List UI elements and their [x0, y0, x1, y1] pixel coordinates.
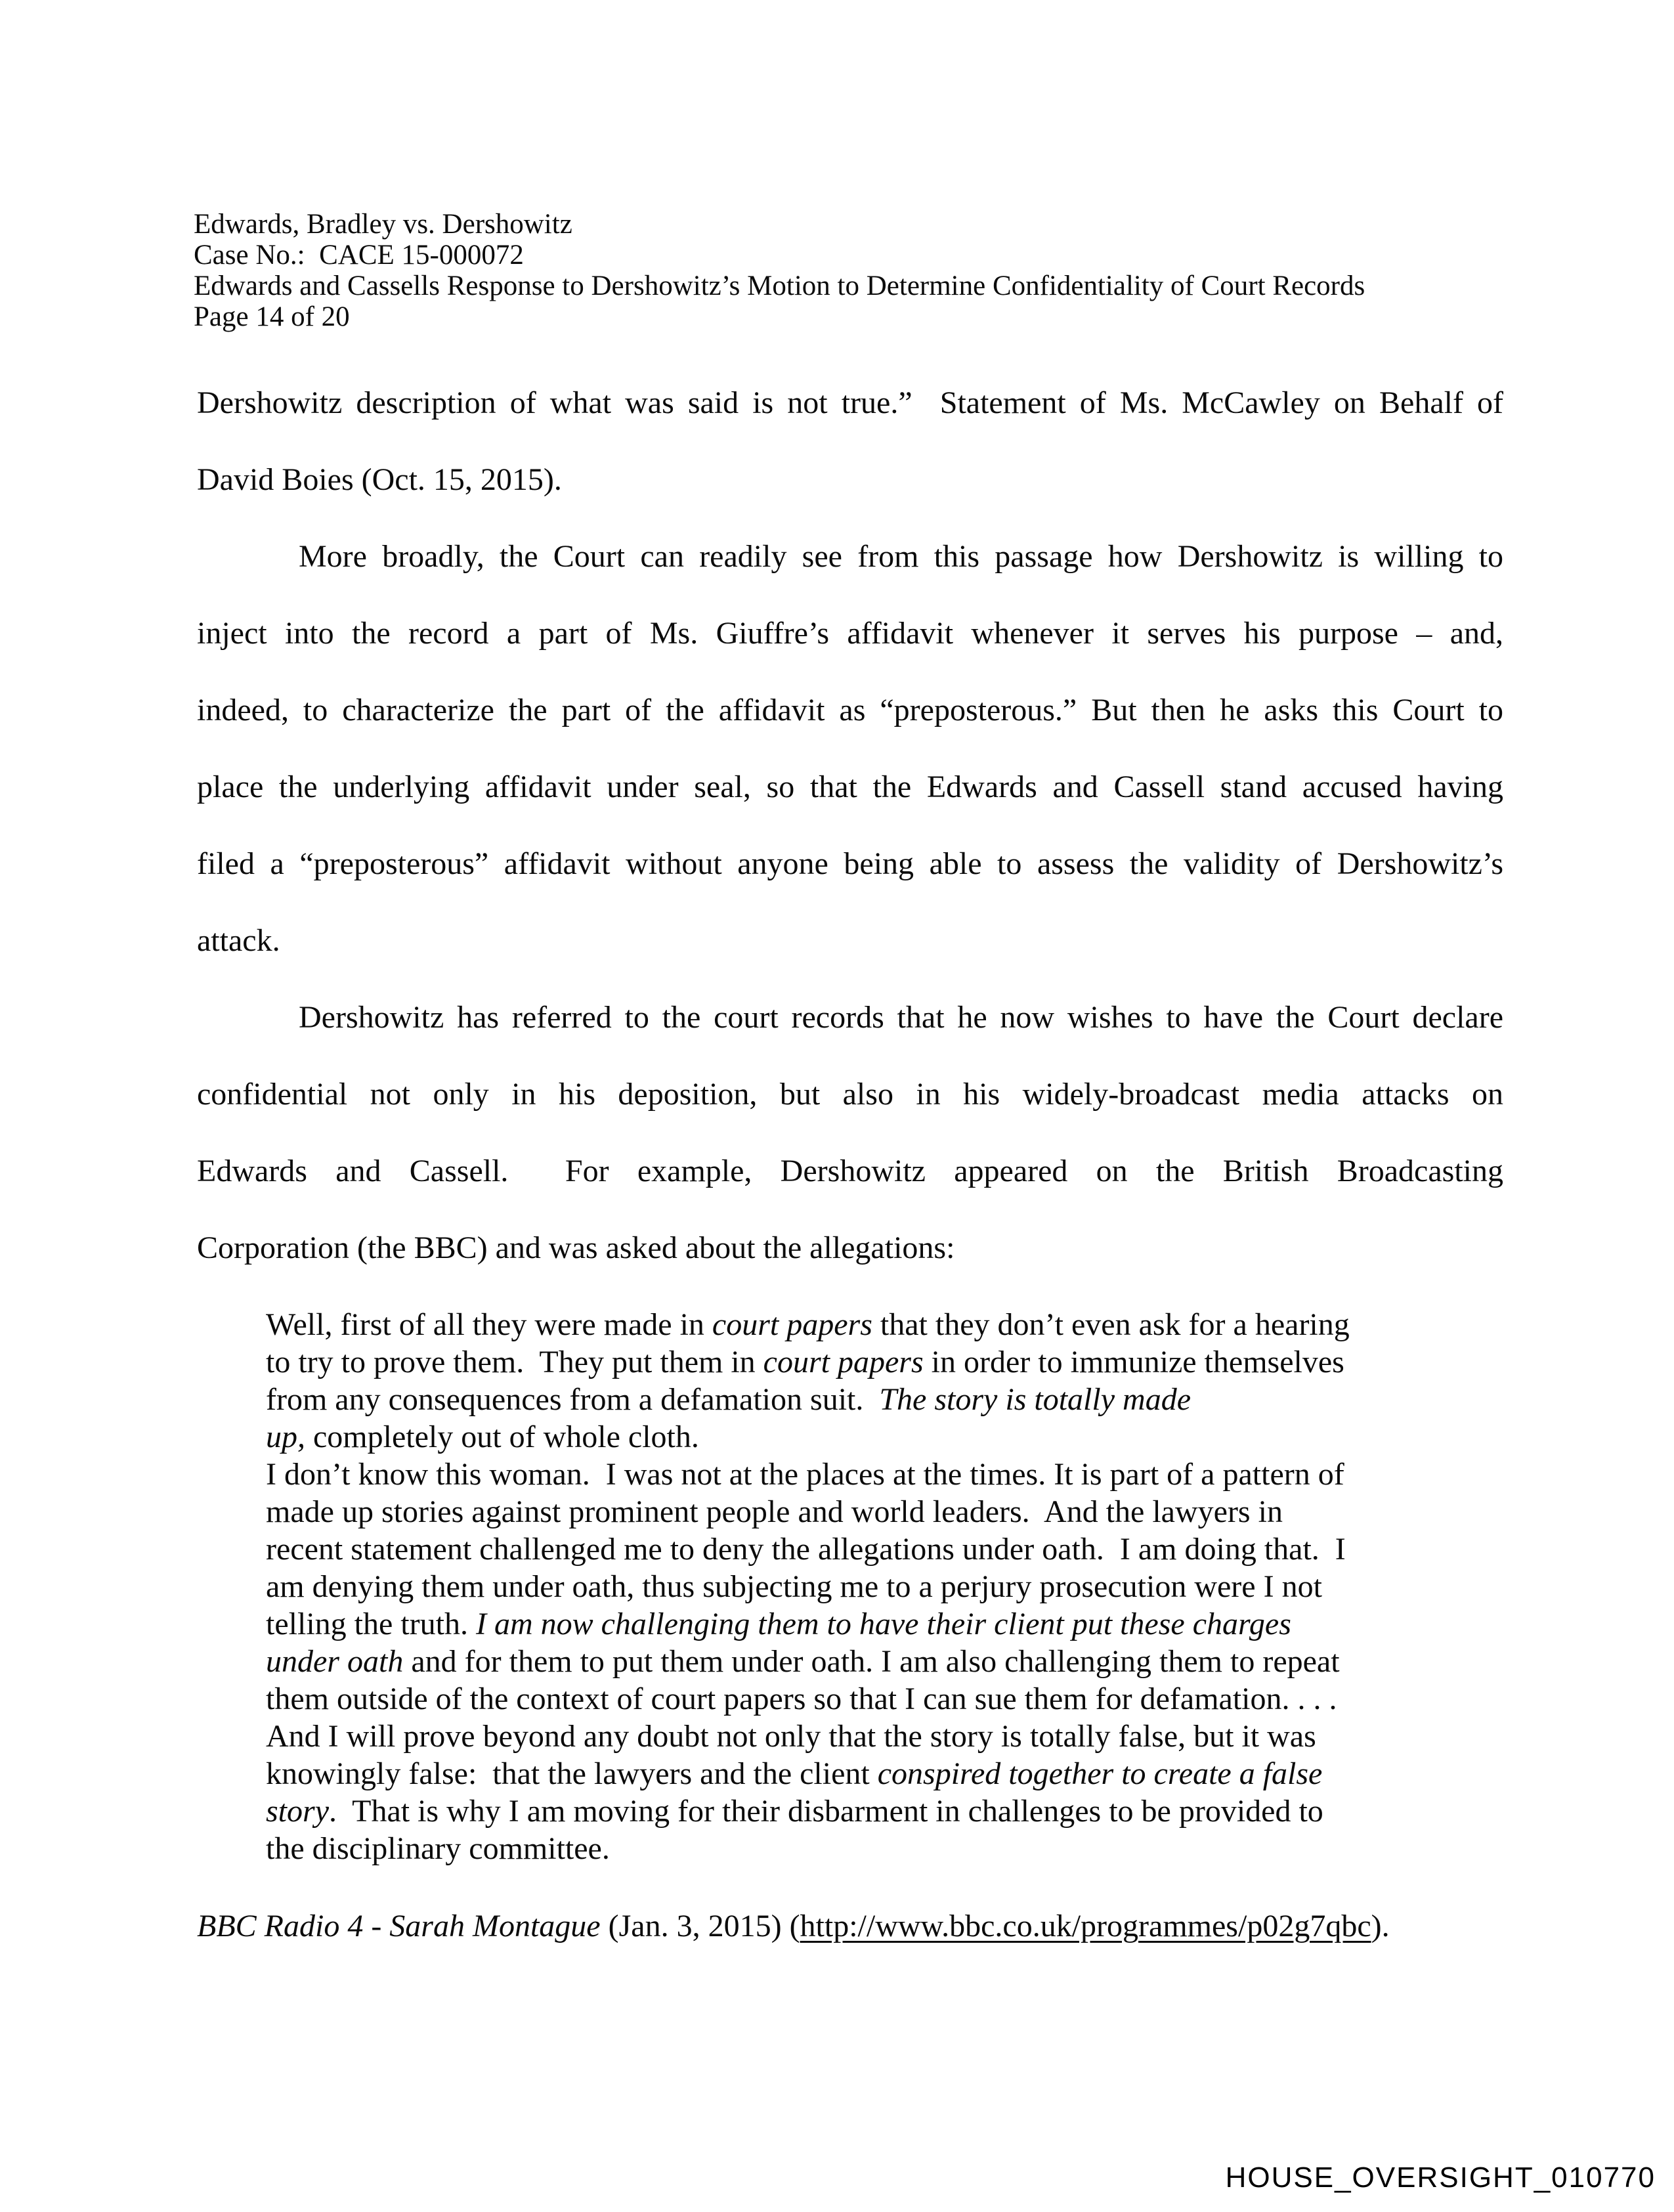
text-segment: filed a “preposterous” affidavit without anyone being able to assess the validity of Dershowitz’s: [197, 846, 1503, 881]
text-line: [266, 1792, 1464, 1830]
text-segment: Corporation (the BBC) and was asked about the allegations:: [197, 1230, 955, 1265]
text-line: [266, 1755, 1464, 1792]
text-line: [197, 1890, 1503, 1963]
text-segment: them outside of the context of court papers so that I can sue them for defamation. . . .: [266, 1681, 1337, 1716]
citation-url: http://www.bbc.co.uk/programmes/p02g7qbc: [800, 1909, 1371, 1943]
text-line: [266, 1306, 1464, 1343]
text-line: [197, 902, 1503, 979]
text-line: [197, 1209, 1503, 1286]
text-segment: recent statement challenged me to deny the allegations under oath. I am doing that. I: [266, 1532, 1346, 1567]
media-attacks-paragraph: [197, 979, 1503, 1286]
text-segment: Well, first of all they were made in: [266, 1307, 712, 1342]
text-line: [266, 1718, 1464, 1755]
text-segment: from any consequences from a defamation suit.: [266, 1382, 880, 1417]
text-line: [266, 1493, 1464, 1530]
header-line: Case No.: CACE 15-000072: [194, 240, 524, 271]
text-line: [197, 364, 1503, 441]
text-segment: Dershowitz has referred to the court records that he now wishes to have the Court declare: [299, 1000, 1503, 1035]
header-line: Edwards, Bradley vs. Dershowitz: [194, 209, 572, 240]
text-segment: I am now challenging them to have their client put these charges: [475, 1607, 1291, 1641]
text-segment: conspired together to create a false: [877, 1756, 1323, 1791]
text-segment: in order to immunize themselves: [923, 1345, 1344, 1379]
text-segment: telling the truth.: [266, 1607, 476, 1641]
argument-paragraph: [197, 518, 1503, 979]
text-segment: the disciplinary committee.: [266, 1831, 610, 1866]
text-segment: inject into the record a part of Ms. Giuffre’s affidavit whenever it serves his purpose – and,: [197, 616, 1503, 651]
text-segment: attack.: [197, 923, 280, 958]
text-line: [197, 1133, 1503, 1209]
text-segment: up,: [266, 1420, 305, 1454]
text-line: [197, 441, 1503, 518]
text-line: [197, 748, 1503, 825]
continuation-paragraph: [197, 364, 1503, 518]
text-line: [197, 1056, 1503, 1133]
text-segment: to try to prove them. They put them in: [266, 1345, 763, 1379]
header-line: Page 14 of 20: [194, 301, 350, 332]
text-line: [197, 518, 1503, 595]
text-segment: under oath: [266, 1644, 404, 1679]
text-segment: court papers: [763, 1345, 924, 1379]
text-line: [266, 1680, 1464, 1718]
header-line: Edwards and Cassells Response to Dershowitz’s Motion to Determine Confidentiality of Court Records: [194, 271, 1365, 301]
bbc-quote: [266, 1306, 1464, 1867]
text-segment: I don’t know this woman. I was not at the places at the times. It is part of a pattern of: [266, 1457, 1344, 1492]
bbc-citation: [197, 1890, 1503, 1963]
text-segment: (Jan. 3, 2015) (: [600, 1909, 800, 1943]
text-line: [266, 1530, 1464, 1568]
text-segment: place the underlying affidavit under seal, so that the Edwards and Cassell stand accused having: [197, 770, 1503, 804]
text-segment: and for them to put them under oath. I am also challenging them to repeat: [403, 1644, 1340, 1679]
text-segment: court papers: [712, 1307, 872, 1342]
text-line: [197, 979, 1503, 1056]
text-segment: indeed, to characterize the part of the affidavit as “preposterous.” But then he asks this Court to: [197, 693, 1503, 727]
text-segment: The story is totally made: [879, 1382, 1191, 1417]
text-segment: . That is why I am moving for their disbarment in challenges to be provided to: [329, 1794, 1323, 1829]
text-segment: ).: [1371, 1909, 1390, 1943]
text-line: [197, 825, 1503, 902]
document-body: [197, 364, 1503, 1963]
text-line: [197, 672, 1503, 748]
text-line: [266, 1418, 1464, 1456]
case-header: [194, 209, 1572, 332]
text-line: [266, 1456, 1464, 1493]
text-segment: And I will prove beyond any doubt not only that the story is totally false, but it was: [266, 1719, 1316, 1754]
text-segment: knowingly false: that the lawyers and the client: [266, 1756, 878, 1791]
text-segment: BBC Radio 4 - Sarah Montague: [197, 1909, 601, 1943]
text-segment: More broadly, the Court can readily see from this passage how Dershowitz is willing to: [299, 539, 1503, 574]
text-line: [266, 1830, 1464, 1867]
text-line: [197, 595, 1503, 672]
bates-stamp: HOUSE_OVERSIGHT_010770: [1225, 2161, 1656, 2194]
text-line: [266, 1643, 1464, 1680]
text-segment: that they don’t even ask for a hearing: [872, 1307, 1350, 1342]
text-segment: completely out of whole cloth.: [305, 1420, 699, 1454]
text-line: [266, 1568, 1464, 1605]
text-segment: am denying them under oath, thus subjecting me to a perjury prosecution were I not: [266, 1569, 1322, 1604]
text-segment: story: [266, 1794, 329, 1829]
text-segment: confidential not only in his deposition, but also in his widely-broadcast media attacks on: [197, 1077, 1503, 1112]
text-segment: made up stories against prominent people and world leaders. And the lawyers in: [266, 1494, 1283, 1529]
text-segment: David Boies (Oct. 15, 2015).: [197, 462, 562, 497]
text-line: [266, 1343, 1464, 1381]
text-segment: Dershowitz description of what was said is not true.” Statement of Ms. McCawley on Behalf of: [197, 385, 1503, 420]
text-line: [266, 1605, 1464, 1643]
text-segment: Edwards and Cassell. For example, Dershowitz appeared on the British Broadcasting: [197, 1154, 1503, 1188]
text-line: [266, 1381, 1464, 1418]
